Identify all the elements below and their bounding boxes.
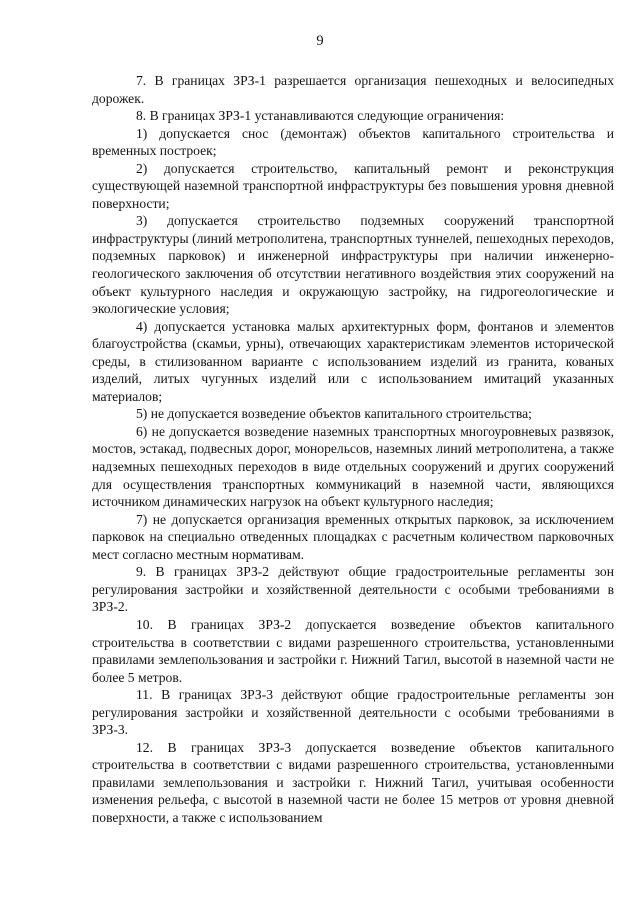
paragraph-10: 10. В границах ЗРЗ-2 допускается возведение объектов капитального строительства в соответствии с видами разрешенного строительства, установленными правилами землепользования и застройки г. Нижний Тагил, высотой в наземной части не более 5 метров. [92,616,614,685]
paragraph-8-item-1: 1) допускается снос (демонтаж) объектов капитального строительства и временных построек; [92,125,614,159]
paragraph-11: 11. В границах ЗРЗ-3 действуют общие градостроительные регламенты зон регулирования застройки и хозяйственной деятельности с особыми требованиями в ЗРЗ-3. [92,687,614,738]
paragraph-8: 8. В границах ЗРЗ-1 устанавливаются следующие ограничения: [136,108,505,124]
paragraph-8-item-7: 7) не допускается организация временных открытых парковок, за исключением парковок на специально отведенных площадках с расчетным количеством парковочных мест согласно местным нормативам. [92,511,614,562]
paragraph-8-item-3: 3) допускается строительство подземных сооружений транспортной инфраструктуры (линий метрополитена, транспортных туннелей, пешеходных переходов, подземных парковок) и инженерной инфраструктуры при наличии инженерно-геологического заключения об отсутствии негативного воздействия этих сооружений на объект культурного наследия и окружающую застройку, на гидрогеологические и экологические условия; [92,213,614,317]
paragraph-8-item-5: 5) не допускается возведение объектов капитального строительства; [136,406,532,422]
paragraph-9: 9. В границах ЗРЗ-2 действуют общие градостроительные регламенты зон регулирования застройки и хозяйственной деятельности с особыми требованиями в ЗРЗ-2. [92,564,614,615]
document-body [92,72,614,827]
page-number: 9 [316,33,324,49]
paragraph-8-item-4: 4) допускается установка малых архитектурных форм, фонтанов и элементов благоустройства (скамьи, урны), отвечающих характеристикам элементов исторической среды, в стилизованном варианте с использованием изделий из гранита, кованых изделий, литых чугунных изделий или с использованием имитаций указанных материалов; [92,318,614,404]
paragraph-8-item-2: 2) допускается строительство, капитальный ремонт и реконструкция существующей наземной транспортной инфраструктуры без повышения уровня дневной поверхности; [92,160,614,211]
paragraph-12: 12. В границах ЗРЗ-3 допускается возведение объектов капитального строительства в соответствии с видами разрешенного строительства, установленными правилами землепользования и застройки г. Нижний Тагил, учитывая особенности изменения рельефа, с высотой в наземной части не более 15 метров от уровня дневной поверхности, а также с использованием [92,739,614,825]
paragraph-7: 7. В границах ЗРЗ-1 разрешается организация пешеходных и велосипедных дорожек. [92,73,614,106]
paragraph-8-item-6: 6) не допускается возведение наземных транспортных многоуровневых развязок, мостов, эстакад, подвесных дорог, монорельсов, наземных линий метрополитена, а также надземных пешеходных переходов в виде отдельных сооружений и других сооружений для осуществления транспортных коммуникаций в наземной части, являющихся источником динамических нагрузок на объект культурного наследия; [92,423,614,510]
